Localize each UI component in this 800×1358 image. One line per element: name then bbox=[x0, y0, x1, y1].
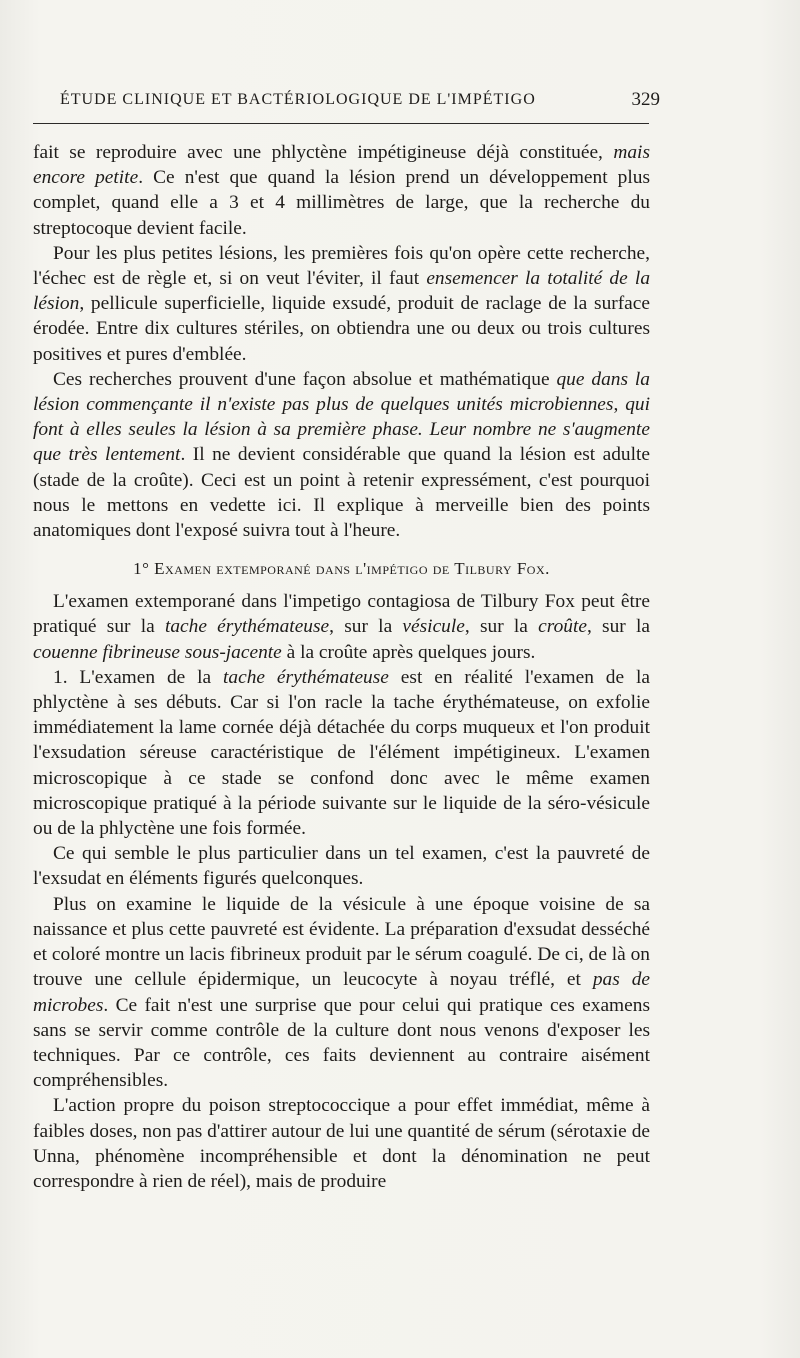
italic-text: croûte bbox=[538, 616, 587, 638]
text-segment: , pellicule superficielle, liquide exsudé, produit de raclage de la surface érodée. Entre dix cultures stériles, on obtiendra une ou deux ou trois cultures positives et pures d'emblée. bbox=[33, 293, 650, 365]
text-segment: Plus on examine le liquide de la vésicule à une époque voisine de sa naissance et plus cette pauvreté est évidente. La préparation d'exsudat desséché et coloré montre un lacis fibrineux produit par le sérum coagulé. De ci, de là on trouve une cellule épidermique, un leucocyte à noyau tréflé, et bbox=[33, 893, 650, 991]
paragraph-p1 bbox=[33, 140, 650, 241]
text-segment: , sur la bbox=[586, 616, 650, 638]
text-segment: , bbox=[613, 394, 626, 416]
italic-text: pas de microbes bbox=[33, 969, 650, 1016]
page-number: 329 bbox=[631, 89, 660, 110]
text-segment: Pour les plus petites lésions, les premières fois qu'on opère cette recherche, l'échec est de règle et, si on veut l'éviter, il faut bbox=[33, 242, 650, 290]
header-rule bbox=[33, 123, 649, 124]
italic-text: tache érythémateuse bbox=[164, 616, 330, 638]
running-title: ÉTUDE CLINIQUE ET BACTÉRIOLOGIQUE DE L'IMPÉTIGO bbox=[60, 91, 536, 108]
text-segment: , sur la bbox=[329, 616, 403, 638]
paragraph-p5 bbox=[33, 665, 650, 841]
section-heading bbox=[33, 556, 650, 581]
body-text bbox=[33, 140, 650, 1194]
text-segment: L'action propre du poison streptococcique a pour effet immédiat, même à faibles doses, non pas d'attirer autour de lui une quantité de sérum (sérotaxie de Unna, phénomène incompréhensible et dont la dénomination ne peut correspondre à rien de réel), mais de produire bbox=[33, 1095, 650, 1192]
italic-text: mais encore petite bbox=[33, 142, 650, 189]
paragraph-p7 bbox=[33, 892, 650, 1094]
text-segment: 1° bbox=[133, 559, 155, 579]
text-segment: . Ce n'est que quand la lésion prend un développement plus complet, quand elle a 3 et 4 millimètres de large, que la recherche du streptocoque devient facile. bbox=[33, 167, 650, 239]
text-segment: est en réalité l'examen de la phlyctène à ses débuts. Car si l'on racle la tache érythémateuse, on exfolie immédiatement la lame cornée déjà détachée du corps muqueux et l'on produit l'exsudation séreuse caractéristique de l'élément impétigineux. L'examen microscopique à ce stade se confond donc avec le même examen microscopique pratiqué à la période suivante sur le liquide de la séro-vésicule ou de la phlyctène une fois formée. bbox=[33, 666, 650, 840]
italic-text: qui font à elles seules la lésion à sa première phase. Leur nombre ne s'augmente que très lentement bbox=[33, 394, 650, 466]
text-segment: . Ce fait n'est une surprise que pour celui qui pratique ces examens sans se servir comme contrôle de la culture dont nous venons d'exposer les techniques. Par ce contrôle, ces faits deviennent au contraire aisément compréhensibles. bbox=[33, 994, 650, 1092]
italic-text: vésicule bbox=[402, 616, 465, 638]
running-head bbox=[60, 86, 660, 114]
text-segment: 1. L'examen de la bbox=[53, 666, 224, 688]
text-segment: Ces recherches prouvent d'une façon absolue et mathématique bbox=[53, 368, 557, 390]
paragraph-p6 bbox=[33, 841, 650, 891]
italic-text: couenne fibrineuse sous-jacente bbox=[33, 641, 282, 663]
italic-text: tache érythémateuse bbox=[223, 666, 389, 688]
italic-text: que dans la lésion commençante il n'existe pas plus de quelques unités microbiennes bbox=[33, 368, 650, 416]
text-segment: fait se reproduire avec une phlyctène impétigineuse déjà constituée, bbox=[33, 142, 614, 163]
text-segment: Ce qui semble le plus particulier dans un tel examen, c'est la pauvreté de l'exsudat en éléments figurés quelconques. bbox=[33, 843, 650, 890]
text-segment: Examen extemporané dans l'impétigo de Tilbury Fox. bbox=[154, 559, 550, 579]
paragraph-p8 bbox=[33, 1093, 650, 1194]
italic-text: ensemencer la totalité de la lésion bbox=[33, 268, 651, 315]
paragraph-p2 bbox=[33, 241, 650, 367]
text-segment: , sur la bbox=[464, 616, 539, 638]
text-segment: à la croûte après quelques jours. bbox=[281, 641, 536, 663]
text-segment: L'examen extemporané dans l'impetigo contagiosa de Tilbury Fox peut être pratiqué sur la bbox=[33, 591, 650, 638]
text-segment: . Il ne devient considérable que quand la lésion est adulte (stade de la croûte). Ceci est un point à retenir expressément, c'est pourquoi nous le mettons en vedette ici. Il explique à merveille bien des points anatomiques dont l'exposé suivra tout à l'heure. bbox=[33, 444, 650, 542]
paragraph-p3 bbox=[33, 367, 650, 543]
paragraph-p4 bbox=[33, 589, 650, 665]
